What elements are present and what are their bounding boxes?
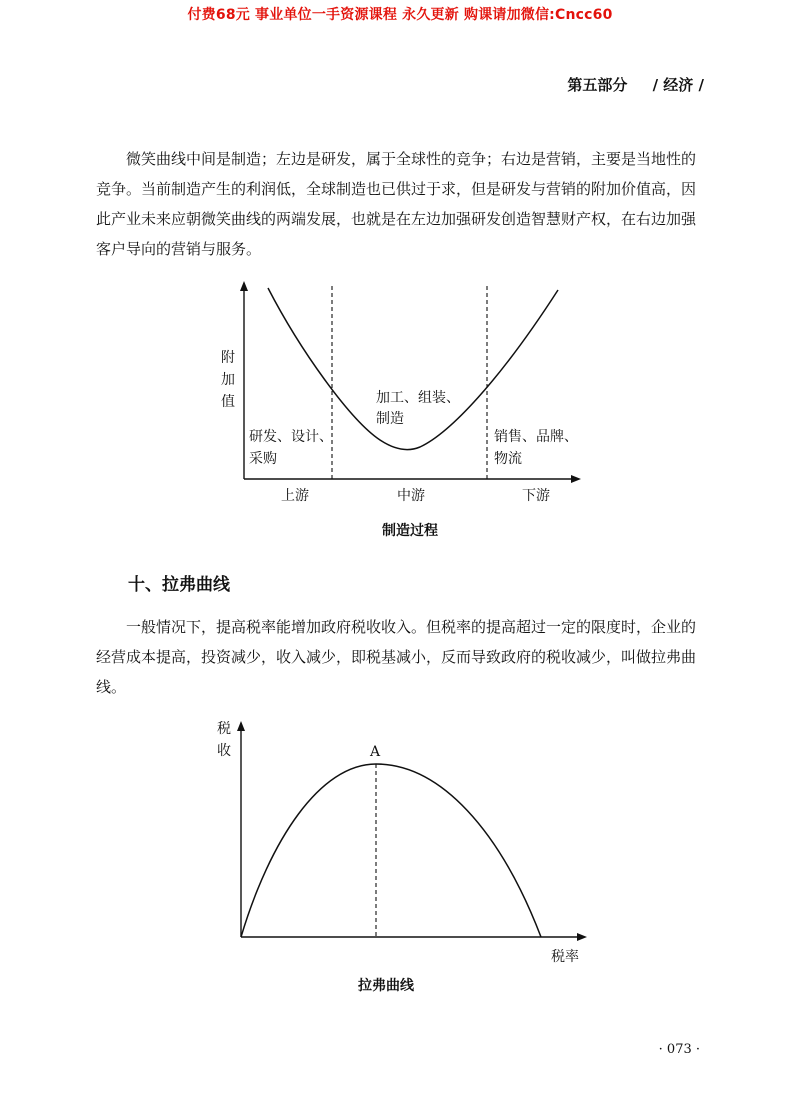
- smile-y-label-3: 值: [221, 394, 235, 410]
- laffer-y-label-2: 收: [217, 743, 231, 759]
- section-title-laffer: 十、拉弗曲线: [128, 575, 230, 595]
- laffer-y-label-1: 税: [217, 721, 231, 737]
- paragraph-laffer-curve: 一般情况下，提高税率能增加政府税收收入。但税率的提高超过一定的限度时，企业的经营成本提高，投资减少，收入减少，即税基减小，反而导致政府的税收减少，叫做拉弗曲线。: [96, 618, 697, 696]
- header-topic: / 经济 /: [652, 76, 704, 94]
- laffer-figure-caption: 拉弗曲线: [358, 978, 414, 994]
- smile-left-region-line1: 研发、设计、: [249, 429, 333, 445]
- laffer-x-label: 税率: [551, 949, 579, 965]
- smile-middle-region-line1: 加工、组装、: [376, 390, 460, 406]
- paragraph-smile-curve: 微笑曲线中间是制造；左边是研发，属于全球性的竞争；右边是营销，主要是当地性的竞争。当前制造产生的利润低，全球制造也已供过于求，但是研发与营销的附加价值高，因此产业未来应朝微笑曲线的两端发展，也就是在左边加强研发创造智慧财产权，在右边加强客户导向的营销与服务。: [96, 150, 697, 258]
- smile-figure-caption: 制造过程: [382, 523, 438, 539]
- laffer-curve: [241, 764, 541, 937]
- smile-right-region-line2: 物流: [494, 451, 522, 467]
- page-number: · 073 ·: [658, 1042, 700, 1057]
- smile-right-region-line1: 销售、品牌、: [494, 429, 578, 445]
- smile-x-label-midstream: 中游: [397, 488, 425, 504]
- smile-middle-region-line2: 制造: [376, 411, 404, 427]
- header-part: 第五部分: [567, 76, 628, 94]
- smile-curve: [268, 288, 558, 450]
- smile-x-label-downstream: 下游: [522, 488, 550, 504]
- promo-banner: 付费68元 事业单位一手资源课程 永久更新 购课请加微信:Cncc60: [187, 7, 613, 23]
- laffer-peak-label: A: [370, 744, 381, 760]
- smile-x-label-upstream: 上游: [281, 488, 309, 504]
- smile-y-label-2: 加: [221, 372, 235, 388]
- smile-left-region-line2: 采购: [249, 451, 277, 467]
- smile-y-label-1: 附: [221, 350, 235, 366]
